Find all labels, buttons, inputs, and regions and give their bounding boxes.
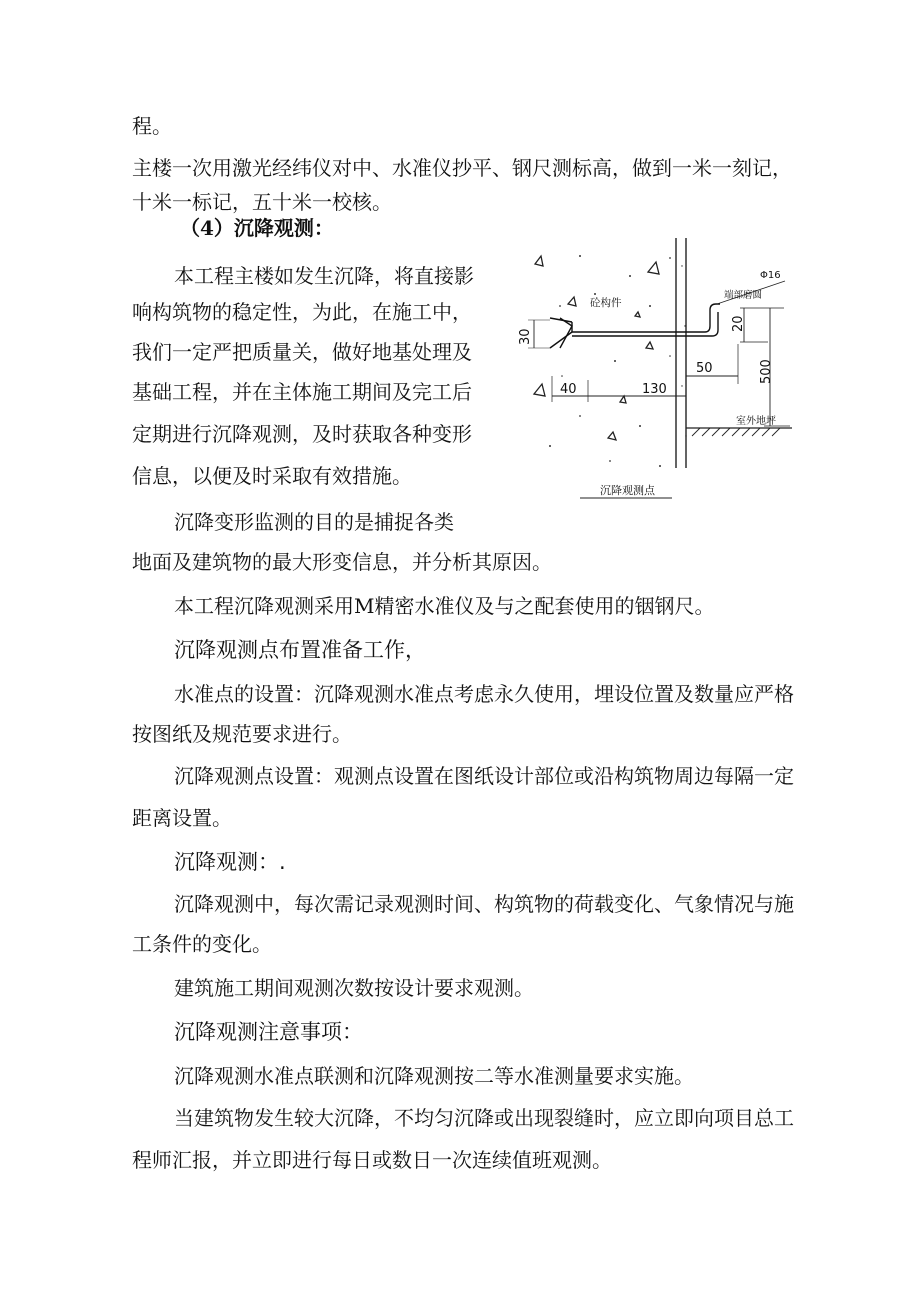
text-line: 信息，以便及时采取有效措施。 <box>132 464 412 488</box>
aggregate-marks <box>534 256 659 440</box>
dim-130-label: 130 <box>642 382 667 397</box>
text-line: 沉降观测中，每次需记录观测时间、构筑物的荷载变化、气象情况与施 <box>174 892 794 916</box>
text-line: 程师汇报，并立即进行每日或数日一次连续值班观测。 <box>132 1148 612 1172</box>
text-line: 主楼一次用激光经纬仪对中、水准仪抄平、钢尺测标高，做到一米一刻记， <box>132 156 792 180</box>
concrete-texture <box>549 255 687 467</box>
end-rounded-label: 端部磨圆 <box>724 290 763 301</box>
ground-hatch <box>692 428 780 436</box>
rebar <box>550 304 720 348</box>
text-line: 响构筑物的稳定性，为此，在施工中， <box>132 300 472 324</box>
dim-30-label: 30 <box>518 328 533 345</box>
dim-500-label: 500 <box>759 359 774 384</box>
text-line: 按图纸及规范要求进行。 <box>132 722 352 746</box>
text-line: 程。 <box>132 114 172 138</box>
outdoor-ground-label: 室外地坪 <box>736 416 776 427</box>
subheading: 沉降观测注意事项： <box>174 1020 363 1044</box>
dim-50-label: 50 <box>696 361 713 376</box>
text-line: 水准点的设置：沉降观测水准点考虑永久使用，埋设位置及数量应严格 <box>174 682 794 706</box>
text-line: 地面及建筑物的最大形变信息，并分析其原因。 <box>132 550 552 574</box>
text-line: 本工程主楼如发生沉降，将直接影 <box>174 264 474 288</box>
text-line: 当建筑物发生较大沉降，不均匀沉降或出现裂缝时，应立即向项目总工 <box>174 1106 794 1130</box>
text-line: 沉降观测水准点联测和沉降观测按二等水准测量要求实施。 <box>174 1064 694 1088</box>
subheading: 沉降观测点布置准备工作， <box>174 638 426 662</box>
text-line: 本工程沉降观测采用M精密水准仪及与之配套使用的铟钢尺。 <box>174 594 715 618</box>
text-line: 工条件的变化。 <box>132 932 272 956</box>
concrete-component-label: 砼构件 <box>590 297 622 309</box>
figure-caption: 沉降观测点 <box>600 484 655 497</box>
section-heading: （4）沉降观测： <box>180 216 334 240</box>
text-line: 距离设置。 <box>132 806 232 830</box>
text-line: 定期进行沉降观测，及时获取各种变形 <box>132 422 472 446</box>
settlement-point-diagram <box>520 236 800 508</box>
text-line: 建筑施工期间观测次数按设计要求观测。 <box>174 976 534 1000</box>
text-line: 基础工程，并在主体施工期间及完工后 <box>132 380 472 404</box>
subheading: 沉降观测：. <box>174 850 286 874</box>
rebar-diameter-label: Φ16 <box>760 270 781 281</box>
text-line: 沉降变形监测的目的是捕捉各类 <box>174 510 454 534</box>
text-line: 沉降观测点设置：观测点设置在图纸设计部位或沿构筑物周边每隔一定 <box>174 764 794 788</box>
text-line: 十米一标记，五十米一校核。 <box>132 190 392 214</box>
dim-40-label: 40 <box>560 382 577 397</box>
dim-20-label: 20 <box>731 315 746 332</box>
text-line: 我们一定严把质量关，做好地基处理及 <box>132 340 472 364</box>
